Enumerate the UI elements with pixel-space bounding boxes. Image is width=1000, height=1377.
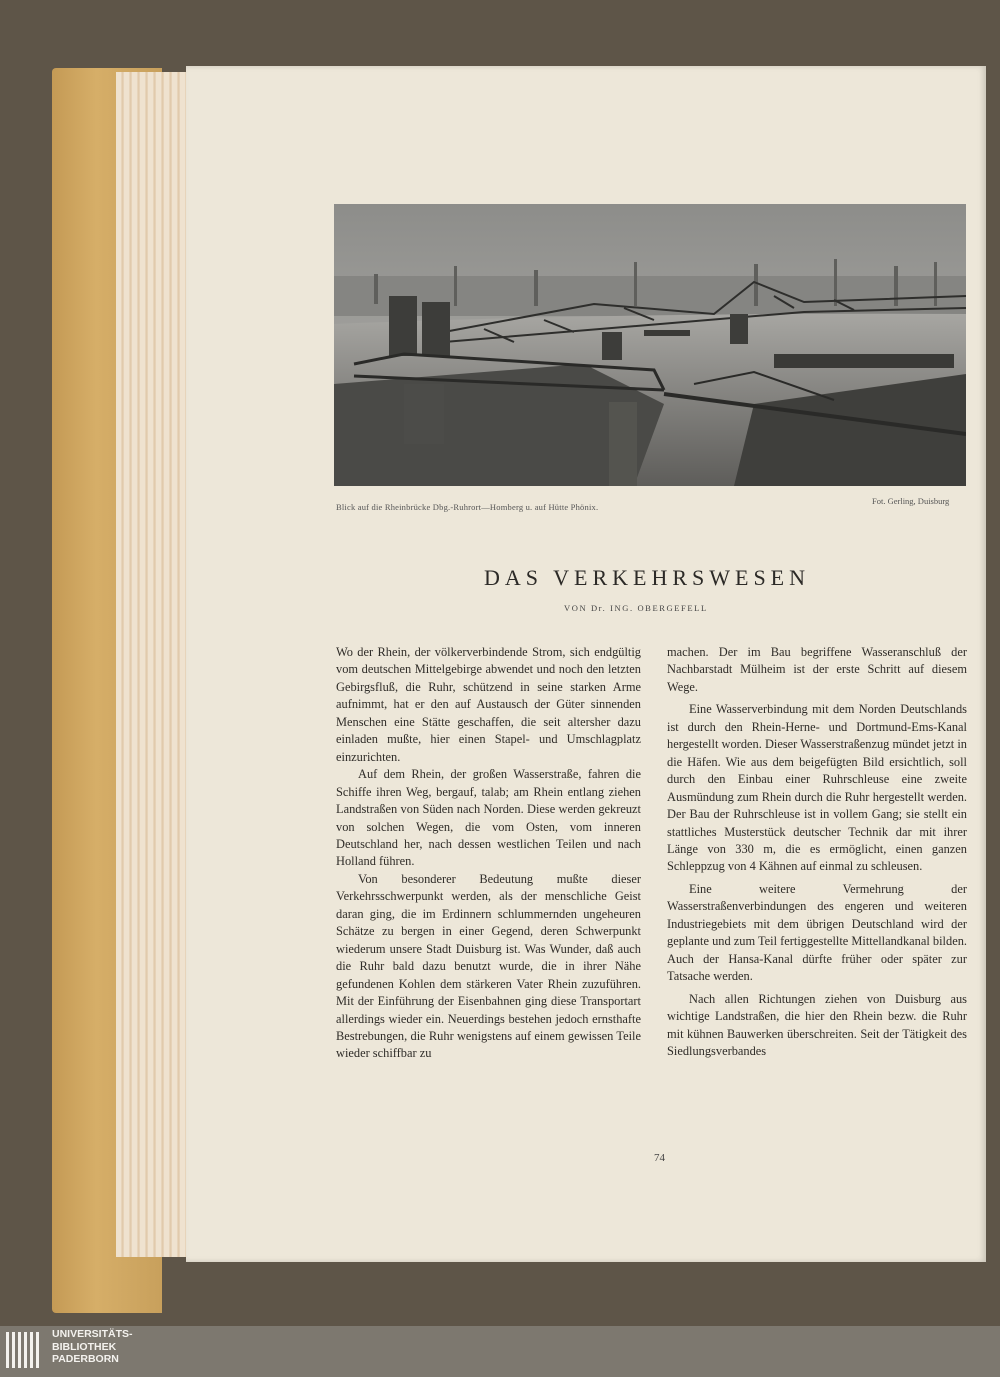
text-column-left bbox=[336, 644, 641, 1063]
bridge-photo-illustration bbox=[334, 204, 966, 486]
library-logo-line: BIBLIOTHEK bbox=[52, 1340, 117, 1353]
paragraph: Auf dem Rhein, der großen Wasserstraße, fahren die Schiffe ihren Weg, bergauf, talab; am Rhein entlang ziehen Landstraßen von Süden nach Norden. Diese werden gekreuzt von solchen Wegen, die vom Osten, vom inneren Deutschland her, nach dessen westlichen Teilen und nach Holland führen. bbox=[336, 767, 641, 869]
paragraph: Eine weitere Vermehrung der Wasserstraßenverbindungen des engeren und weiteren Industriegebiets mit dem übrigen Deutschland wird der geplante und zum Teil fertiggestellte Mittellandkanal bilden. Auch der Hansa-Kanal dürfte früher oder später zur Tatsache werden. bbox=[667, 881, 967, 984]
paragraph: Eine Wasserverbindung mit dem Norden Deutschlands ist durch den Rhein-Herne- und Dortmund-Ems-Kanal hergestellt worden. Dieser Wasserstraßenzug mündet jetzt in die Häfen. Wie aus dem beigefügten Bild ersichtlich, soll durch den Einbau einer Ruhrschleuse eine zweite Ausmündung zum Rhein durch die Ruhr hergestellt werden. Der Bau der Ruhrschleuse ist in vollem Gang; sie stellt ein stattliches Musterstück deutscher Technik dar mit ihrer Länge von 330 m, die es ermöglicht, einen ganzen Schleppzug von 4 Kähnen auf einmal zu schleusen. bbox=[667, 702, 967, 874]
article-byline: VON Dr. ING. OBERGEFELL bbox=[564, 603, 708, 613]
library-footer bbox=[0, 1326, 1000, 1377]
paragraph: machen. Der im Bau begriffene Wasseranschluß der Nachbarstadt Mülheim ist der erste Schritt auf diesem Wege. bbox=[667, 645, 967, 694]
paragraph: Von besonderer Bedeutung mußte dieser Verkehrsschwerpunkt werden, als der menschliche Geist daran ging, die im Erdinnern schlummernden ungeheuren Schätze zu bergen in einer Gegend, deren Schwerpunkt wiederum unsere Stadt Duisburg ist. Was Wunder, daß auch die Ruhr bald dazu benutzt wurde, die in ihrer Nähe gefundenen Kohlen dem stärkeren Vater Rhein zuzuführen. Mit der Einführung der Eisenbahnen ging diese Transportart allerdings wieder ein. Neuerdings bestehen jedoch ernsthafte Bestrebungen, die Ruhr wenigstens auf einem gewissen Teile wieder schiffbar zu bbox=[336, 871, 641, 1061]
photo-credit: Fot. Gerling, Duisburg bbox=[872, 496, 950, 506]
bridge-photo bbox=[334, 204, 966, 486]
page-number: 74 bbox=[654, 1152, 665, 1164]
book-page bbox=[186, 66, 986, 1262]
paragraph: Wo der Rhein, der völkerverbindende Strom, sich endgültig vom deutschen Mittelgebirge abwendet und noch den letzten Gebirgsfluß, die Ruhr, schützend in seine starken Arme aufnimmt, hat er den auf Austausch der Güter sinnenden Menschen eine Stätte geschaffen, die seit altersher dazu einladen mußte, hier einen Stapel- und Umschlagplatz einzurichten. bbox=[336, 645, 641, 764]
article-title: DAS VERKEHRSWESEN bbox=[484, 565, 811, 590]
paragraph: Nach allen Richtungen ziehen von Duisburg aus wichtige Landstraßen, die hier den Rhein bezw. die Ruhr mit kühnen Bauwerken überschreiten. Seit der Tätigkeit des Siedlungsverbandes bbox=[667, 991, 967, 1058]
text-column-right bbox=[667, 644, 967, 1060]
page-edges bbox=[116, 72, 196, 1257]
photo-caption: Blick auf die Rheinbrücke Dbg.-Ruhrort—Homberg u. auf Hütte Phönix. bbox=[336, 502, 599, 512]
library-logo-text bbox=[52, 1328, 133, 1366]
library-logo-icon bbox=[6, 1330, 46, 1370]
library-logo-line: UNIVERSITÄTS- bbox=[52, 1328, 133, 1340]
library-logo-line: PADERBORN bbox=[52, 1353, 119, 1365]
